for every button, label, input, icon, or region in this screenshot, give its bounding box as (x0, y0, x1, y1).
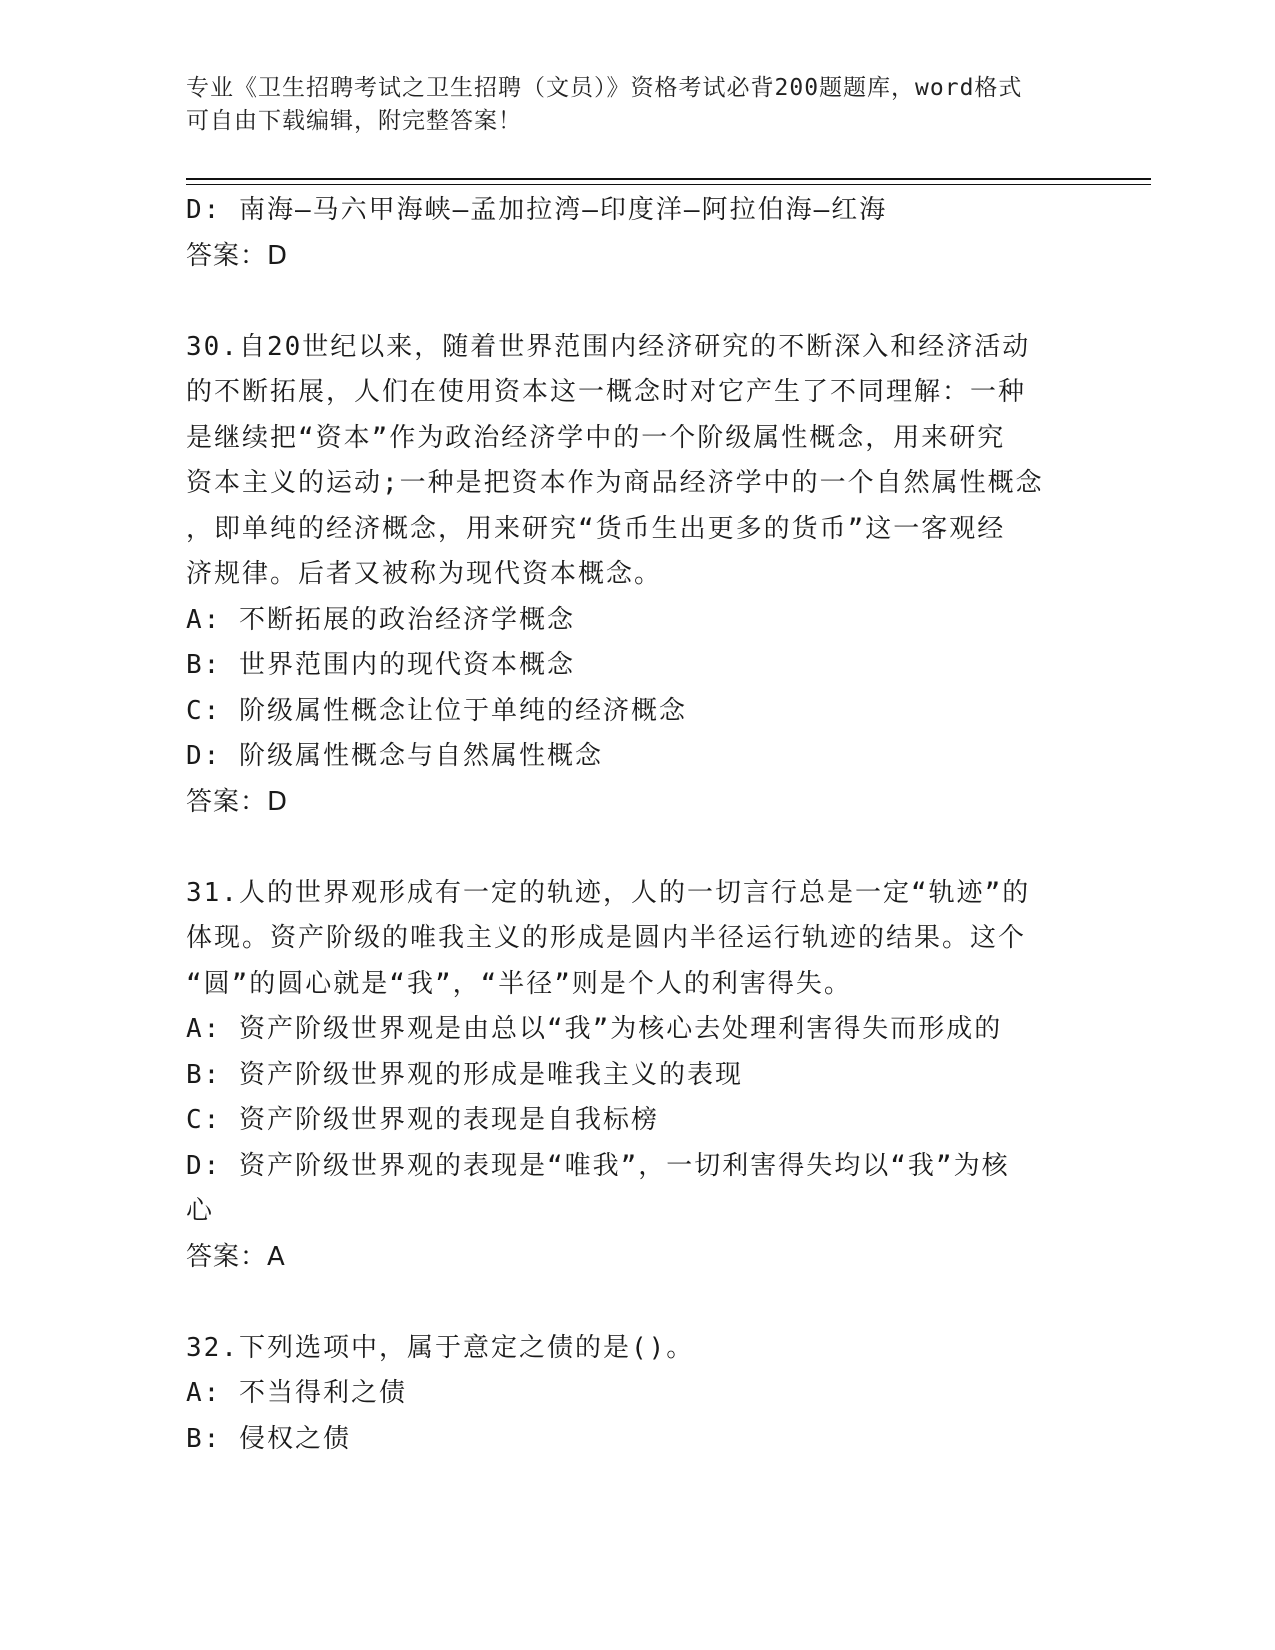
question-content (186, 188, 1086, 1462)
q31-answer: 答案：A (186, 1241, 286, 1272)
spacer (186, 279, 1086, 325)
q32-stem: 32.下列选项中，属于意定之债的是()。 (186, 1332, 695, 1363)
q30-option-a: A: 不断拓展的政治经济学概念 (186, 604, 575, 635)
question-29-tail (186, 188, 1086, 279)
q30-stem-line: 资本主义的运动;一种是把资本作为商品经济学中的一个自然属性概念 (186, 468, 1044, 498)
header-line-1: 专业《卫生招聘考试之卫生招聘（文员）》资格考试必背200题题库，word格式 (186, 75, 1023, 101)
q31-stem-line: “圆”的圆心就是“我”，“半径”则是个人的利害得失。 (186, 968, 852, 999)
document-header (186, 72, 1066, 138)
question-32 (186, 1326, 1086, 1463)
header-divider-thick (186, 178, 1151, 180)
q31-option-d-continued: 心 (186, 1196, 215, 1226)
q30-stem-line: 30.自20世纪以来，随着世界范围内经济研究的不断深入和经济活动 (186, 331, 1031, 362)
q30-option-c: C: 阶级属性概念让位于单纯的经济概念 (186, 695, 687, 726)
header-divider-thin (186, 184, 1151, 185)
q31-stem-line: 体现。资产阶级的唯我主义的形成是圆内半径运行轨迹的结果。这个 (186, 923, 1027, 953)
q30-stem-line: 济规律。后者又被称为现代资本概念。 (186, 559, 663, 589)
q30-stem-line: ，即单纯的经济概念，用来研究“货币生出更多的货币”这一客观经 (186, 513, 1006, 544)
q32-option-b: B: 侵权之债 (186, 1423, 351, 1454)
q30-stem-line: 的不断拓展，人们在使用资本这一概念时对它产生了不同理解：一种 (186, 377, 1027, 407)
q31-stem-line: 31.人的世界观形成有一定的轨迹，人的一切言行总是一定“轨迹”的 (186, 877, 1031, 908)
header-line-2: 可自由下载编辑，附完整答案！ (186, 108, 522, 134)
q31-option-a: A: 资产阶级世界观是由总以“我”为核心去处理利害得失而形成的 (186, 1014, 1003, 1044)
q31-option-c: C: 资产阶级世界观的表现是自我标榜 (186, 1105, 659, 1135)
spacer (186, 825, 1086, 871)
q30-answer: 答案：D (186, 786, 289, 817)
question-31 (186, 871, 1086, 1281)
q29-answer: 答案：D (186, 240, 289, 271)
q30-option-b: B: 世界范围内的现代资本概念 (186, 650, 575, 680)
spacer (186, 1280, 1086, 1326)
q32-option-a: A: 不当得利之债 (186, 1378, 407, 1408)
q31-option-b: B: 资产阶级世界观的形成是唯我主义的表现 (186, 1059, 743, 1090)
q30-stem-line: 是继续把“资本”作为政治经济学中的一个阶级属性概念，用来研究 (186, 422, 1006, 453)
q31-option-d: D: 资产阶级世界观的表现是“唯我”，一切利害得失均以“我”为核 (186, 1150, 1010, 1181)
q29-option-d: D: 南海—马六甲海峡—孟加拉湾—印度洋—阿拉伯海—红海 (186, 195, 888, 225)
question-30 (186, 325, 1086, 826)
q30-option-d: D: 阶级属性概念与自然属性概念 (186, 741, 603, 771)
